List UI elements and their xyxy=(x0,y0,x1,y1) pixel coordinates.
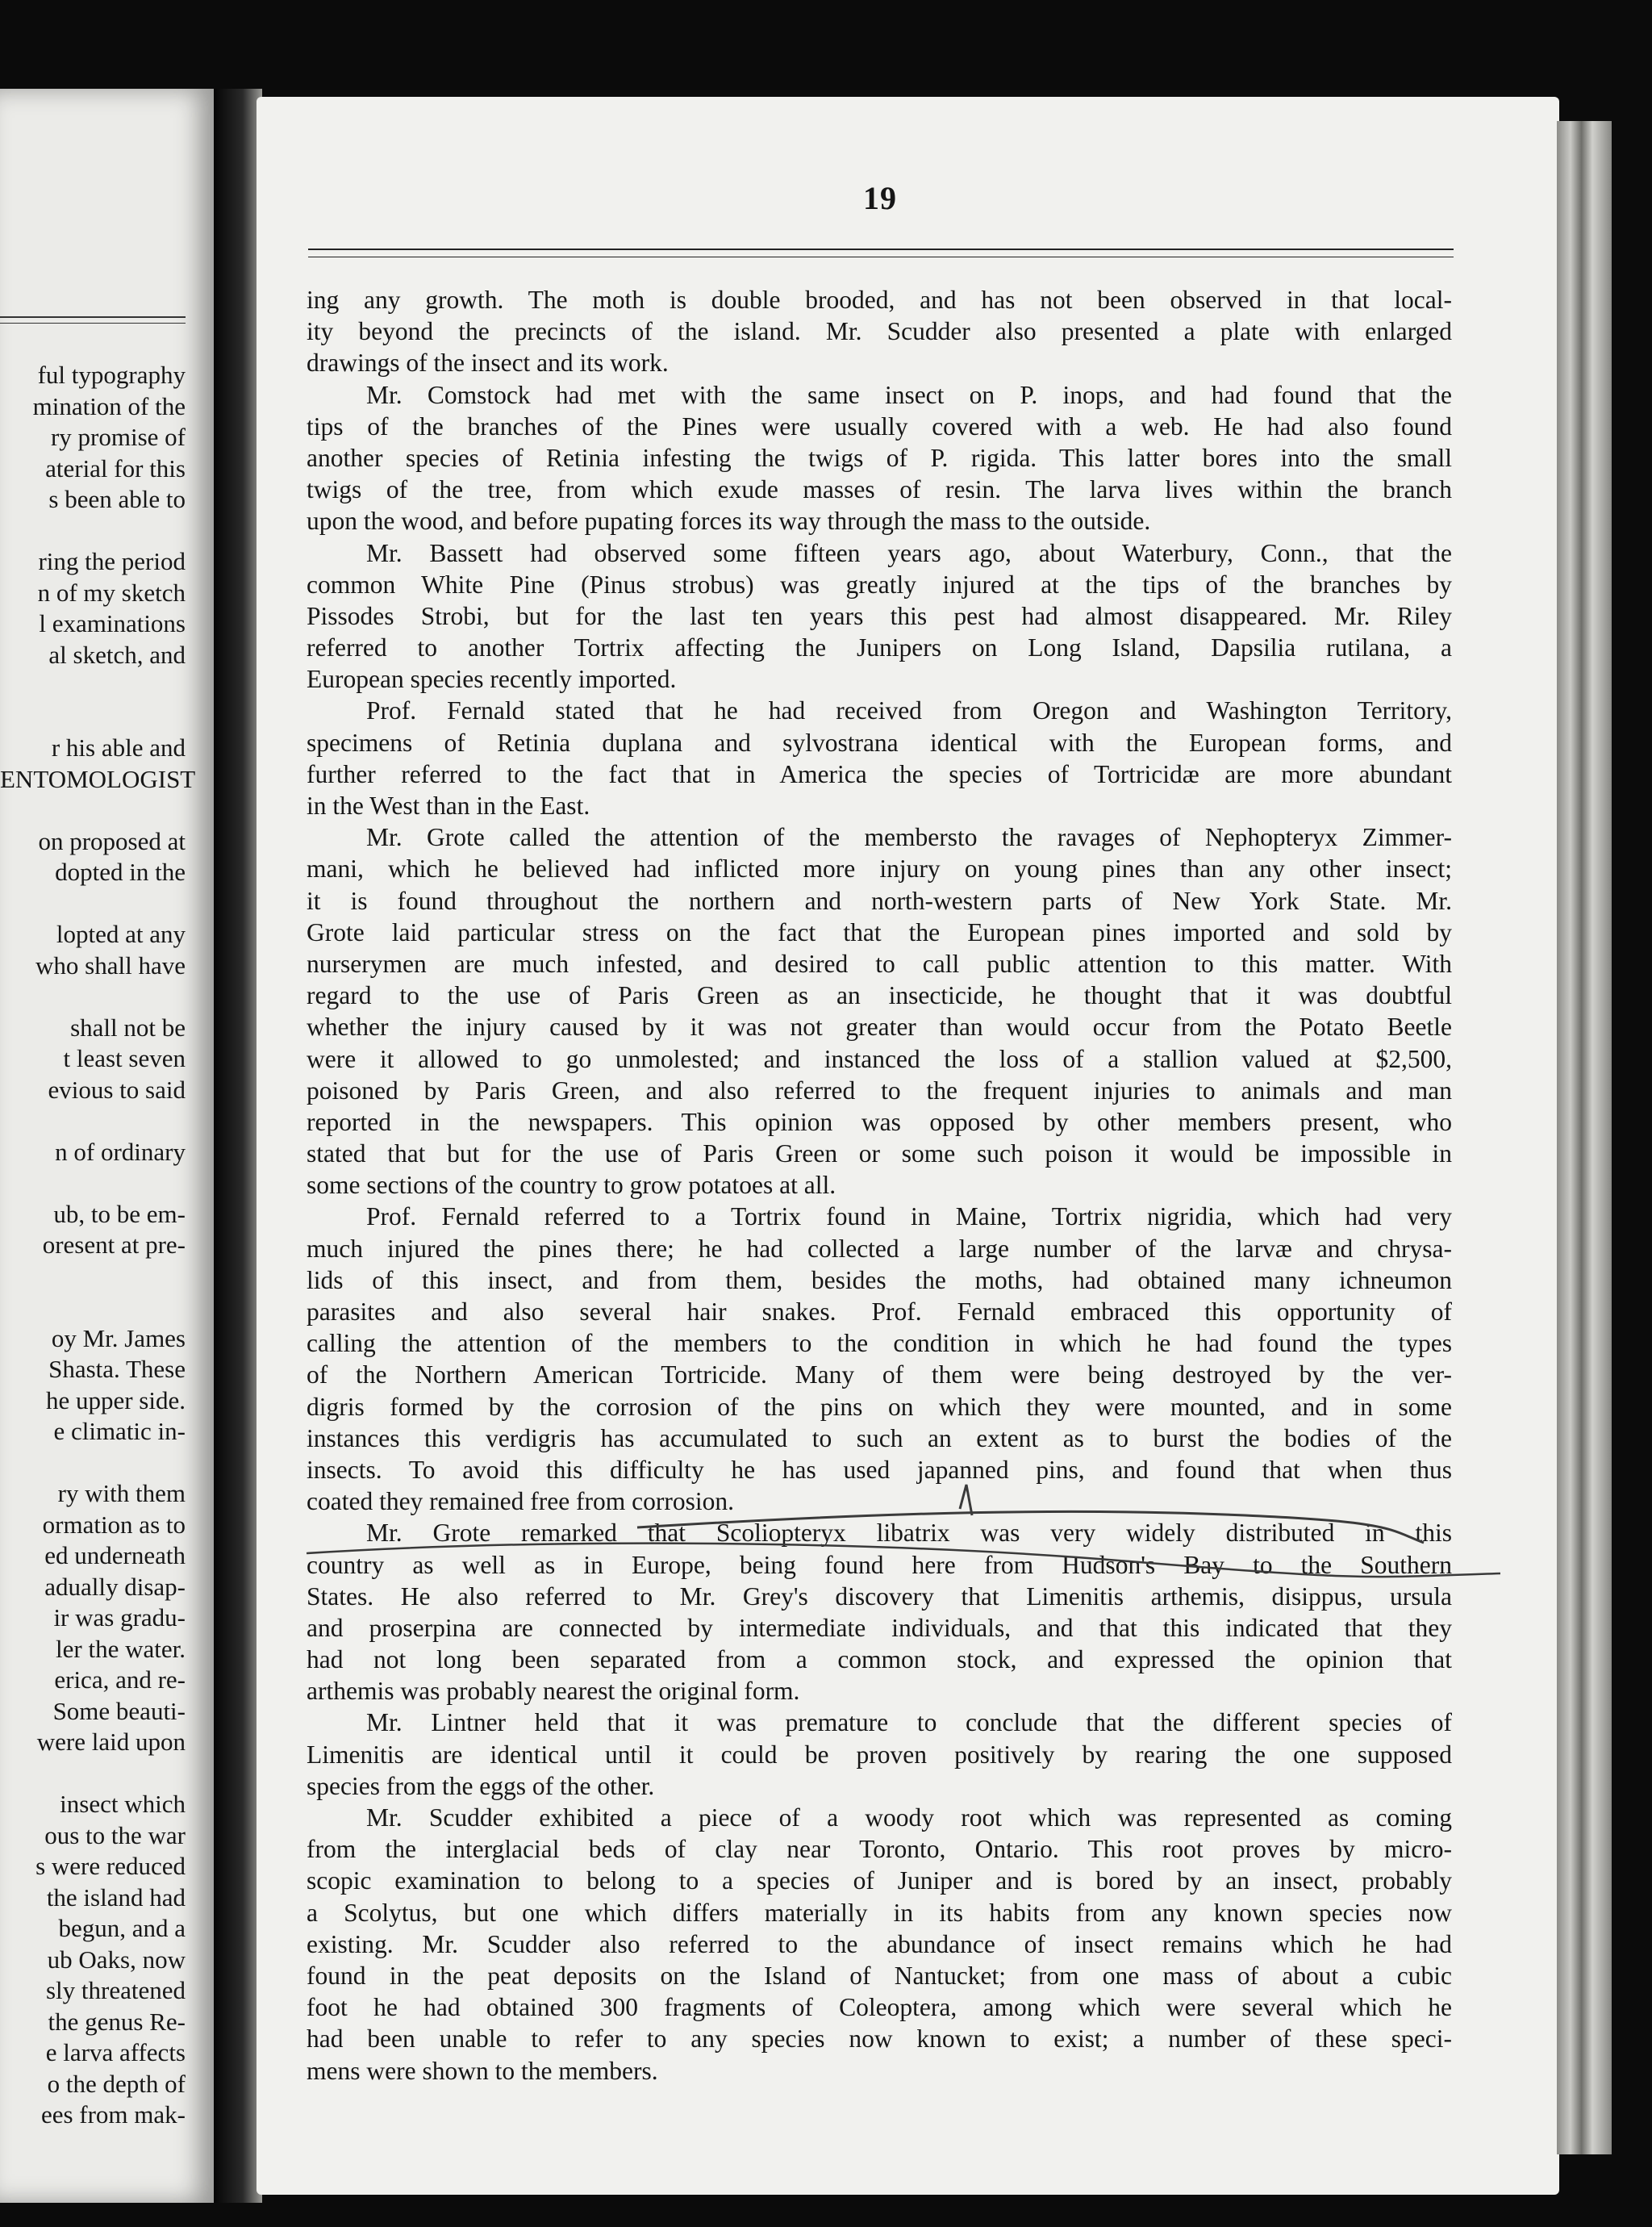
left-page-line: ed underneath xyxy=(44,1541,186,1569)
text-line: Prof. Fernald stated that he had received from Oregon and Washington Territory, xyxy=(366,696,1452,725)
left-page-line: were laid upon xyxy=(36,1728,186,1756)
left-page-line: e climatic in- xyxy=(53,1417,186,1445)
text-line: scopic examination to belong to a species of Juniper and is bored by an insect, probably xyxy=(307,1866,1452,1895)
text-line: whether the injury caused by it was not greater than would occur from the Potato Beetle xyxy=(307,1013,1452,1042)
text-line: calling the attention of the members to the condition in which he had found the types xyxy=(307,1329,1452,1358)
left-page-line: ub, to be em- xyxy=(53,1199,186,1228)
text-line: foot he had obtained 300 fragments of Coleoptera, among which were several which he xyxy=(307,1993,1452,2022)
left-page-line xyxy=(0,1448,186,1479)
left-page-header-rule-thin xyxy=(0,323,186,324)
left-page-line: evious to said xyxy=(48,1075,186,1104)
left-page-line: erica, and re- xyxy=(54,1665,186,1694)
text-line: mani, which he believed had inflicted more injury on young pines than any other insect; xyxy=(307,854,1452,884)
text-line: further referred to the fact that in America the species of Tortricidæ are more abundant xyxy=(307,759,1452,788)
text-line: some sections of the country to grow potatoes at all. xyxy=(307,1171,836,1200)
text-line: European species recently imported. xyxy=(307,665,677,694)
text-line: reported in the newspapers. This opinion was opposed by other members present, who xyxy=(307,1107,1452,1136)
left-page-line: ormation as to xyxy=(42,1510,186,1539)
left-page-line: s been able to xyxy=(48,485,186,513)
text-line: insects. To avoid this difficulty he has used japanned pins, and found that when thus xyxy=(307,1455,1452,1484)
left-page-line xyxy=(0,702,186,733)
text-line: from the interglacial beds of clay near Toronto, Ontario. This root proves by micro- xyxy=(307,1835,1452,1864)
text-line: were it allowed to go unmolested; and instanced the loss of a stallion valued at $2,500, xyxy=(307,1044,1452,1073)
text-line: regard to the use of Paris Green as an insecticide, he thought that it was doubtful xyxy=(307,981,1452,1010)
left-page-header-rule xyxy=(0,316,186,318)
text-line: had been unable to refer to any species now known to exist; a number of these speci- xyxy=(307,2024,1452,2054)
text-line: a Scolytus, but one which differs materially in its habits from any known species now xyxy=(307,1898,1452,1927)
left-page-line: al sketch, and xyxy=(48,640,186,669)
text-line: Mr. Bassett had observed some fifteen years ago, about Waterbury, Conn., that the xyxy=(366,538,1452,567)
left-page-line: aterial for this xyxy=(45,453,186,483)
text-line: specimens of Retinia duplana and sylvostrana identical with the European forms, and xyxy=(307,728,1452,757)
previous-page-fragment xyxy=(0,89,214,2203)
left-page-line: t least seven xyxy=(63,1044,186,1072)
left-page-line xyxy=(0,888,186,920)
text-line: ity beyond the precincts of the island. Mr. Scudder also presented a plate with enlarged xyxy=(307,317,1452,346)
text-line: upon the wood, and before pupating forces its way through the mass to the outside. xyxy=(307,507,1151,536)
book-gutter xyxy=(214,89,262,2203)
left-page-line: he upper side. xyxy=(45,1385,186,1414)
left-page-line: dopted in the xyxy=(55,858,186,886)
text-line: in the West than in the East. xyxy=(307,792,590,820)
left-page-line: ry with them xyxy=(57,1479,186,1507)
left-page-line: oresent at pre- xyxy=(42,1230,186,1259)
text-line: Mr. Scudder exhibited a piece of a woody root which was represented as coming xyxy=(366,1803,1452,1832)
left-page-line: mination of the xyxy=(32,391,186,420)
text-line: common White Pine (Pinus strobus) was greatly injured at the tips of the branches by xyxy=(307,570,1452,599)
left-page-line xyxy=(0,1758,186,1790)
left-page-line: ry promise of xyxy=(50,423,186,451)
text-line: species from the eggs of the other. xyxy=(307,1771,655,1800)
text-line: had not long been separated from a common stock, and expressed the opinion that xyxy=(307,1645,1452,1674)
text-line: States. He also referred to Mr. Grey's discovery that Limenitis arthemis, disippus, ursula xyxy=(307,1581,1452,1611)
text-line: ing any growth. The moth is double brooded, and has not been observed in that local- xyxy=(307,286,1452,314)
text-line: another species of Retinia infesting the twigs of P. rigida. This latter bores into the small xyxy=(307,443,1452,472)
left-page-line xyxy=(0,1105,186,1137)
text-line: found in the peat deposits on the Island of Nantucket; from one mass of about a cubic xyxy=(307,1961,1452,1990)
left-page-line: Shasta. These xyxy=(48,1355,186,1383)
left-page-line: ENTOMOLOGIST xyxy=(0,764,196,793)
text-line: country as well as in Europe, being found here from Hudson's Bay to the Southern xyxy=(307,1550,1452,1579)
left-page-line xyxy=(0,981,186,1013)
left-page-line: the genus Re- xyxy=(48,2007,186,2036)
text-line: stated that but for the use of Paris Green or some such poison it would be impossible in xyxy=(307,1139,1452,1168)
left-page-line: oy Mr. James xyxy=(51,1323,186,1352)
left-page-line: Some beauti- xyxy=(52,1696,186,1725)
left-page-line: the island had xyxy=(46,1882,186,1912)
text-line: parasites and also several hair snakes. Prof. Fernald embraced this opportunity of xyxy=(307,1297,1452,1326)
text-line: arthemis was probably nearest the original form. xyxy=(307,1677,800,1706)
text-line: Prof. Fernald referred to a Tortrix found in Maine, Tortrix nigridia, which had very xyxy=(366,1202,1452,1231)
text-line: and proserpina are connected by intermediate individuals, and that this indicated that they xyxy=(307,1613,1452,1642)
text-line: Limenitis are identical until it could be proven positively by rearing the one supposed xyxy=(307,1740,1452,1769)
left-page-line: ful typography xyxy=(37,361,186,389)
left-page-line: insect which xyxy=(60,1790,186,1818)
left-page-line: who shall have xyxy=(35,951,186,980)
left-page-line xyxy=(0,1292,186,1323)
text-line: lids of this insect, and from them, besides the moths, had obtained many ichneumon xyxy=(307,1265,1452,1294)
text-line: it is found throughout the northern and north-western parts of New York State. Mr. xyxy=(307,886,1452,915)
left-page-line: ees from mak- xyxy=(40,2100,186,2129)
text-line: instances this verdigris has accumulated to such an extent as to burst the bodies of the xyxy=(307,1423,1452,1452)
left-page-line: shall not be xyxy=(70,1013,186,1042)
text-line: Mr. Grote remarked that Scoliopteryx libatrix was very widely distributed in this xyxy=(366,1519,1452,1548)
text-line: mens were shown to the members. xyxy=(307,2056,658,2085)
header-rule xyxy=(308,249,1454,250)
text-line: nurserymen are much infested, and desired to call public attention to this matter. With xyxy=(307,949,1452,978)
left-page-line: ir was gradu- xyxy=(53,1603,186,1632)
page-number: 19 xyxy=(863,180,897,216)
left-page-line xyxy=(0,1168,186,1199)
left-page-line: ub Oaks, now xyxy=(47,1945,186,1974)
text-line: Grote laid particular stress on the fact that the European pines imported and sold by xyxy=(307,917,1452,946)
text-line: Mr. Comstock had met with the same insect on P. inops, and had found that the xyxy=(366,380,1452,409)
left-page-line: begun, and a xyxy=(58,1914,186,1942)
text-line: poisoned by Paris Green, and also referred to the frequent injuries to animals and man xyxy=(307,1076,1452,1105)
text-line: drawings of the insect and its work. xyxy=(307,349,669,378)
left-page-line: sly threatened xyxy=(45,1976,186,2004)
text-line: Mr. Grote called the attention of the membersto the ravages of Nephopteryx Zimmer- xyxy=(366,823,1452,852)
text-line: much injured the pines there; he had collected a large number of the larvæ and chrysa- xyxy=(307,1234,1452,1263)
left-page-line: ous to the war xyxy=(44,1820,186,1849)
left-page-line: n of my sketch xyxy=(37,578,186,607)
left-page-line: l examinations xyxy=(39,609,186,637)
text-line: Mr. Lintner held that it was premature to conclude that the different species of xyxy=(366,1708,1452,1737)
text-line: existing. Mr. Scudder also referred to the abundance of insect remains which he had xyxy=(307,1929,1452,1958)
left-page-line: r his able and xyxy=(51,733,186,762)
text-line: referred to another Tortrix affecting the Junipers on Long Island, Dapsilia rutilana, a xyxy=(307,633,1452,662)
left-page-line: o the depth of xyxy=(47,2069,186,2098)
left-page-line xyxy=(0,671,186,702)
text-line: Pissodes Strobi, but for the last ten years this pest had almost disappeared. Mr. Riley xyxy=(307,601,1452,630)
left-page-line xyxy=(0,795,186,826)
text-line: of the Northern American Tortricide. Many of them were being destroyed by the ver- xyxy=(307,1360,1452,1389)
left-page-line: ring the period xyxy=(38,547,186,575)
left-page-line: ler the water. xyxy=(56,1634,186,1663)
page-edge-stack xyxy=(1557,121,1612,2154)
left-page-line: adually disap- xyxy=(44,1572,186,1601)
left-page-line: s were reduced xyxy=(35,1852,186,1880)
left-page-text xyxy=(0,360,196,2131)
left-page-line xyxy=(0,1261,186,1293)
left-page-line: on proposed at xyxy=(38,826,186,855)
left-page-line: lopted at any xyxy=(56,920,186,948)
text-line: twigs of the tree, from which exude masses of resin. The larva lives within the branch xyxy=(307,475,1452,504)
body-text xyxy=(307,284,1452,2087)
left-page-line: e larva affects xyxy=(45,2038,186,2066)
text-line: coated they remained free from corrosion. xyxy=(307,1487,735,1516)
text-line: tips of the branches of the Pines were usually covered with a web. He had also found xyxy=(307,412,1452,441)
left-page-line xyxy=(0,516,186,547)
left-page-line: n of ordinary xyxy=(55,1137,186,1166)
text-line: digris formed by the corrosion of the pins on which they were mounted, and in some xyxy=(307,1392,1452,1421)
